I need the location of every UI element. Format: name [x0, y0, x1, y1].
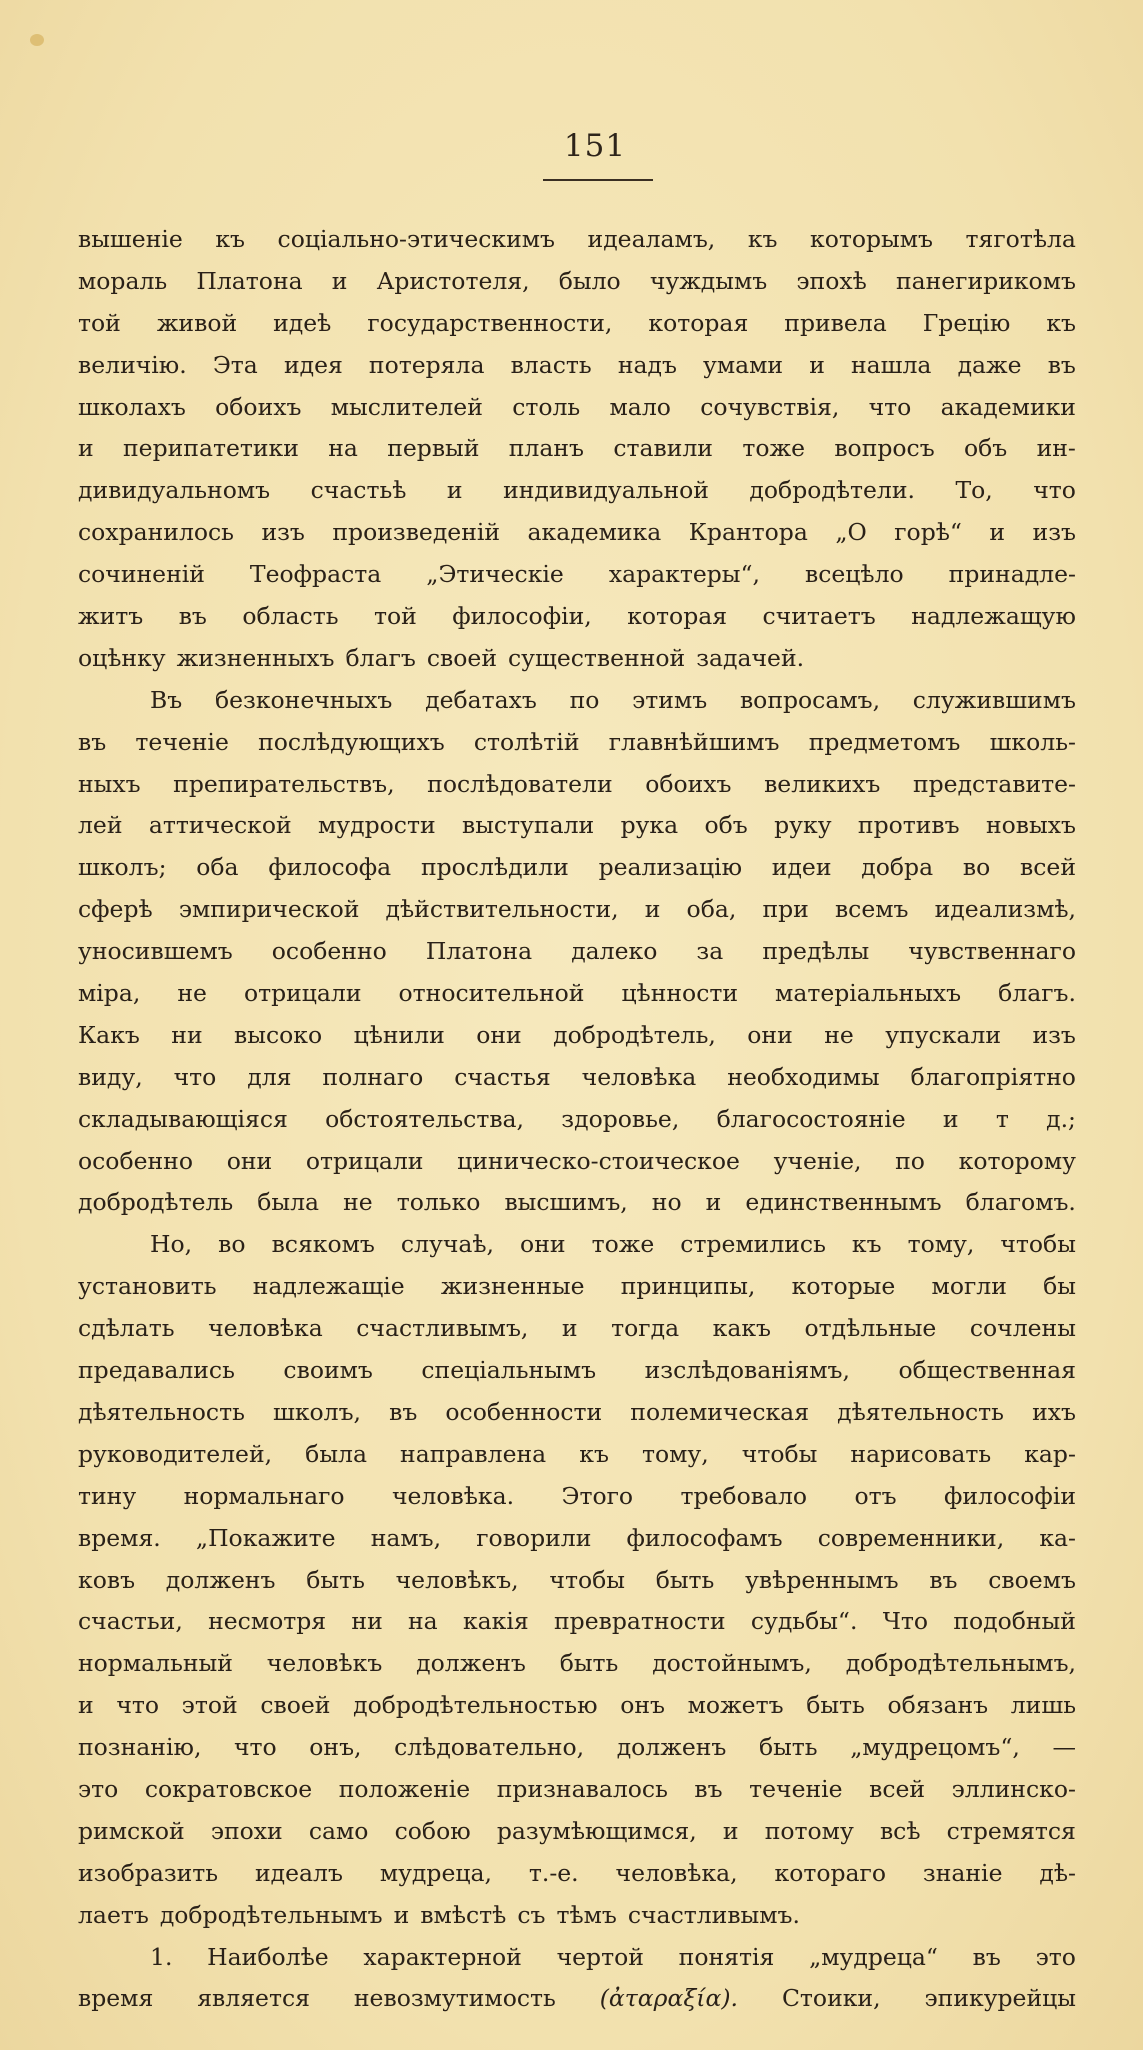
text-line: познанiю, что онъ, слѣдовательно, долженъ быть „мудрецомъ“, —: [78, 1733, 1076, 1762]
text-line: и перипатетики на первый планъ ставили тоже вопросъ объ ин-: [78, 434, 1076, 463]
text-line: дѣятельность школъ, въ особенности полемическая дѣятельность ихъ: [78, 1397, 1076, 1426]
text-line: виду, что для полнаго счастья человѣка необходимы благопрiятно: [78, 1062, 1076, 1091]
text-line: сохранилось изъ произведенiй академика Крантора „О горѣ“ и изъ: [78, 518, 1076, 547]
text-line: руководителей, была направлена къ тому, чтобы нарисовать кар-: [78, 1439, 1076, 1468]
text-line: Какъ ни высоко цѣнили они добродѣтель, они не упускали изъ: [78, 1020, 1076, 1049]
text-line: школъ; оба философа прослѣдили реализацiю идеи добра во всей: [78, 853, 1076, 882]
page-number: 151: [563, 128, 627, 164]
text-line: величiю. Эта идея потеряла власть надъ умами и нашла даже въ: [78, 350, 1076, 379]
text-line: въ теченiе послѣдующихъ столѣтiй главнѣйшимъ предметомъ школь-: [78, 727, 1076, 756]
text-line: мiра, не отрицали относительной цѣнности матерiальныхъ благъ.: [78, 979, 1076, 1008]
text-line: складывающiяся обстоятельства, здоровье, благосостоянiе и т д.;: [78, 1104, 1076, 1133]
text-line: сочиненiй Теофраста „Этическiе характеры“, всецѣло принадле-: [78, 560, 1076, 589]
text-line: 1. Наиболѣе характерной чертой понятiя „мудреца“ въ это: [150, 1942, 1076, 1971]
text-line: это сократовское положенiе признавалось въ теченiе всей эллинско-: [78, 1774, 1076, 1803]
text-line: вышенiе къ соцiально-этическимъ идеаламъ, къ которымъ тяготѣла: [78, 225, 1076, 253]
text-line: добродѣтель была не только высшимъ, но и единственнымъ благомъ.: [78, 1188, 1076, 1217]
text-line: изобразить идеалъ мудреца, т.-е. человѣка, котораго знанiе дѣ-: [78, 1858, 1076, 1887]
text-line: римской эпохи само собою разумѣющимся, и потому всѣ стремятся: [78, 1816, 1076, 1845]
text-line: тину нормальнаго человѣка. Этого требовало отъ философiи: [78, 1481, 1076, 1510]
paper-stain: [30, 34, 44, 46]
text-line: установить надлежащiе жизненные принципы, которые могли бы: [78, 1272, 1076, 1301]
text-line: время. „Покажите намъ, говорили философамъ современники, ка-: [78, 1523, 1076, 1552]
text-line: ныхъ препирательствъ, послѣдователи обоихъ великихъ представите-: [78, 769, 1076, 798]
text-line: оцѣнку жизненныхъ благъ своей существенной задачей.: [78, 643, 805, 672]
text-line: Но, во всякомъ случаѣ, они тоже стремились къ тому, чтобы: [150, 1230, 1076, 1259]
text-line: особенно они отрицали циническо-стоическое ученiе, по которому: [78, 1146, 1076, 1175]
text-line: ковъ долженъ быть человѣкъ, чтобы быть увѣреннымъ въ своемъ: [78, 1565, 1076, 1594]
text-line: школахъ обоихъ мыслителей столь мало сочувствiя, что академики: [78, 392, 1076, 421]
text-line: житъ въ область той философiи, которая считаетъ надлежащую: [78, 602, 1076, 631]
text-line: время является невозмутимость (ἀταραξία). Стоики, эпикурейцы: [78, 1984, 1076, 2013]
text-line: и что этой своей добродѣтельностью онъ можетъ быть обязанъ лишь: [78, 1691, 1076, 1720]
text-line: мораль Платона и Аристотеля, было чуждымъ эпохѣ панегирикомъ: [78, 266, 1076, 295]
text-line: нормальный человѣкъ долженъ быть достойнымъ, добродѣтельнымъ,: [78, 1649, 1076, 1678]
text-line: счастьи, несмотря ни на какiя превратности судьбы“. Что подобный: [78, 1607, 1076, 1636]
text-line: лей аттической мудрости выступали рука объ руку противъ новыхъ: [78, 811, 1076, 840]
text-line: дивидуальномъ счастьѣ и индивидуальной добродѣтели. То, что: [78, 476, 1076, 505]
text-line: предавались своимъ спецiальнымъ изслѣдованiямъ, общественная: [78, 1356, 1076, 1385]
header-rule: [543, 179, 653, 181]
text-line: Въ безконечныхъ дебатахъ по этимъ вопросамъ, служившимъ: [150, 685, 1076, 714]
text-line: сдѣлать человѣка счастливымъ, и тогда какъ отдѣльные сочлены: [78, 1314, 1076, 1343]
text-line: лаетъ добродѣтельнымъ и вмѣстѣ съ тѣмъ счастливымъ.: [78, 1900, 800, 1929]
text-line: той живой идеѣ государственности, которая привела Грецiю къ: [78, 308, 1076, 337]
text-line: уносившемъ особенно Платона далеко за предѣлы чувственнаго: [78, 937, 1076, 966]
text-line: сферѣ эмпирической дѣйствительности, и оба, при всемъ идеализмѣ,: [78, 895, 1076, 924]
body-text: [78, 219, 1076, 2020]
